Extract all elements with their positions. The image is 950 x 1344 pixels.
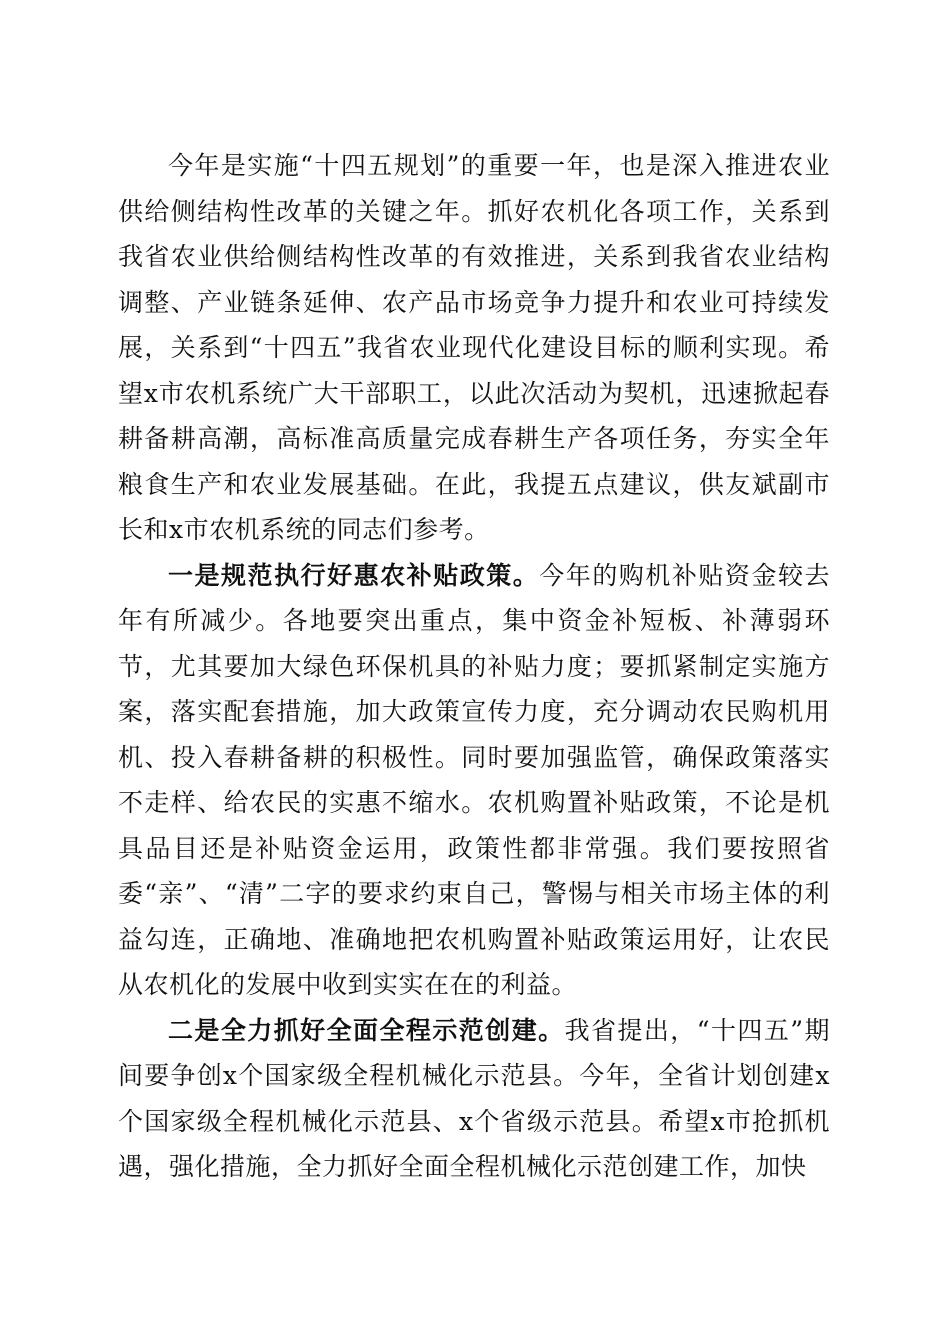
paragraph-demonstration — [118, 1008, 830, 1190]
paragraph-lead: 一是规范执行好惠农补贴政策。 — [168, 560, 540, 590]
paragraph-intro — [118, 143, 830, 553]
paragraph-text: 今年的购机补贴资金较去年有所减少。各地要突出重点，集中资金补短板、补薄弱环节，尤其要加大绿色环保机具的补贴力度；要抓紧制定实施方案，落实配套措施，加大政策宣传力度，充分调动农民购机用机、投入春耕备耕的积极性。同时要加强监管，确保政策落实不走样、给农民的实惠不缩水。农机购置补贴政策，不论是机具品目还是补贴资金运用，政策性都非常强。我们要按照省委“亲”、“清”二字的要求约束自己，警惕与相关市场主体的利益勾连，正确地、准确地把农机购置补贴政策运用好，让农民从农机化的发展中收到实实在在的利益。 — [118, 560, 830, 999]
paragraph-lead: 二是全力抓好全面全程示范创建。 — [168, 1015, 565, 1045]
document-body — [118, 143, 830, 1190]
paragraph-subsidy-policy — [118, 553, 830, 1008]
paragraph-text: 我省提出，“十四五”期间要争创x个国家级全程机械化示范县。今年，全省计划创建x个国家级全程机械化示范县、x个省级示范县。希望x市抢抓机遇，强化措施，全力抓好全面全程机械化示范创建工作，加快 — [118, 1015, 830, 1181]
paragraph-text: 今年是实施“十四五规划”的重要一年，也是深入推进农业供给侧结构性改革的关键之年。抓好农机化各项工作，关系到我省农业供给侧结构性改革的有效推进，关系到我省农业结构调整、产业链条延伸、农产品市场竞争力提升和农业可持续发展，关系到“十四五”我省农业现代化建设目标的顺利实现。希望x市农机系统广大干部职工，以此次活动为契机，迅速掀起春耕备耕高潮，高标准高质量完成春耕生产各项任务，夯实全年粮食生产和农业发展基础。在此，我提五点建议，供友斌副市长和x市农机系统的同志们参考。 — [118, 151, 830, 544]
